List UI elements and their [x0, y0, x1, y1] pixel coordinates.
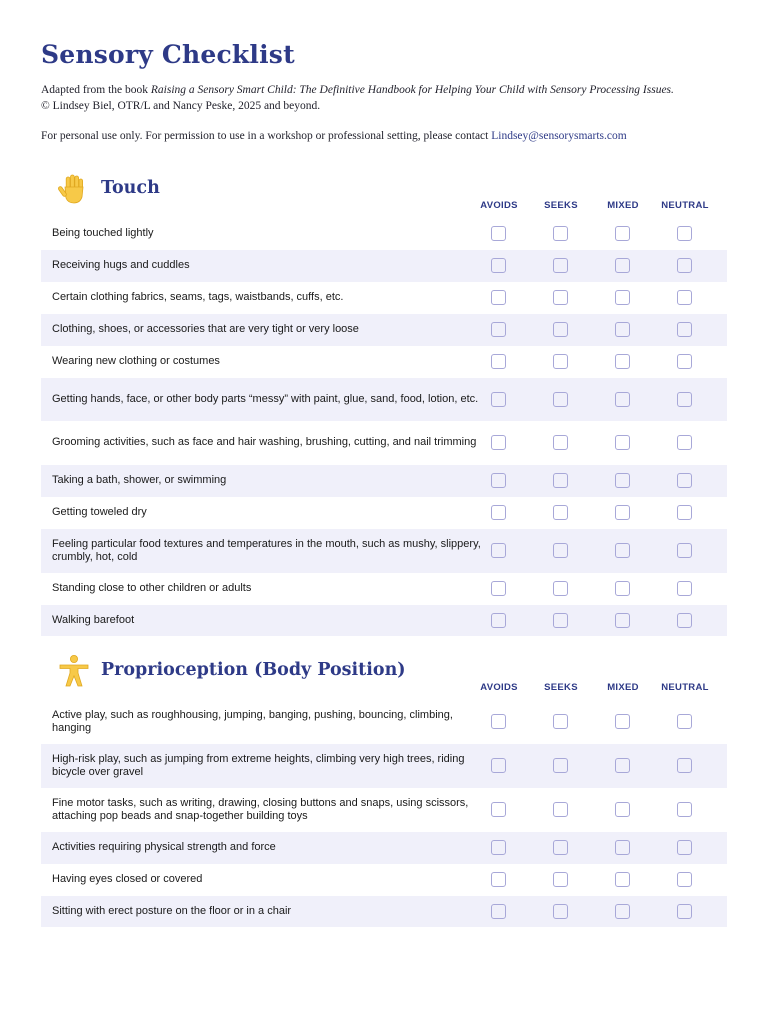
checklist-row: [41, 605, 727, 636]
checkbox-seeks[interactable]: [553, 714, 568, 729]
checkbox-neutral[interactable]: [677, 904, 692, 919]
checkbox-avoids[interactable]: [491, 802, 506, 817]
column-header-avoids: AVOIDS: [480, 682, 518, 693]
checklist-row: [41, 421, 727, 465]
item-label: Activities requiring physical strength and force: [52, 841, 276, 854]
item-label: Getting hands, face, or other body parts “messy” with paint, glue, sand, food, lotion, etc.: [52, 392, 479, 405]
checkbox-seeks[interactable]: [553, 505, 568, 520]
checkbox-avoids[interactable]: [491, 758, 506, 773]
checkbox-neutral[interactable]: [677, 354, 692, 369]
checkbox-neutral[interactable]: [677, 714, 692, 729]
checkbox-neutral[interactable]: [677, 543, 692, 558]
item-label: Fine motor tasks, such as writing, drawing, closing buttons and snaps, using scissors, attaching pop beads and snap-together building toys: [52, 796, 469, 822]
item-label: Walking barefoot: [52, 613, 135, 626]
item-label: Active play, such as roughhousing, jumping, banging, pushing, bouncing, climbing, hanging: [52, 708, 453, 734]
checkbox-neutral[interactable]: [677, 840, 692, 855]
item-label: Sitting with erect posture on the floor or in a chair: [52, 904, 292, 917]
checklist-row: [41, 896, 727, 927]
checkbox-neutral[interactable]: [677, 290, 692, 305]
checkbox-neutral[interactable]: [677, 258, 692, 273]
item-label: Getting toweled dry: [52, 506, 147, 519]
body-figure-icon: [57, 654, 91, 688]
item-label: High-risk play, such as jumping from extreme heights, climbing very high trees, riding bicycle over gravel: [52, 752, 465, 778]
checkbox-seeks[interactable]: [553, 392, 568, 407]
checklist-row: [41, 744, 727, 788]
checkbox-avoids[interactable]: [491, 840, 506, 855]
column-header-neutral: NEUTRAL: [661, 682, 709, 693]
checklist-row: [41, 465, 727, 497]
checkbox-mixed[interactable]: [615, 872, 630, 887]
intro-prefix: Adapted from the book: [41, 84, 151, 96]
checkbox-avoids[interactable]: [491, 392, 506, 407]
book-title: Raising a Sensory Smart Child: The Definitive Handbook for Helping Your Child with Sensory Processing Issues.: [150, 84, 674, 96]
checkbox-seeks[interactable]: [553, 226, 568, 241]
checkbox-seeks[interactable]: [553, 613, 568, 628]
item-label: Standing close to other children or adults: [52, 582, 252, 595]
checkbox-neutral[interactable]: [677, 581, 692, 596]
checkbox-mixed[interactable]: [615, 904, 630, 919]
checklist-row: [41, 700, 727, 744]
column-header-seeks: SEEKS: [544, 682, 578, 693]
section-header: [41, 172, 727, 218]
checkbox-avoids[interactable]: [491, 258, 506, 273]
column-header-mixed: MIXED: [607, 200, 639, 211]
checkbox-mixed[interactable]: [615, 258, 630, 273]
checkbox-seeks[interactable]: [553, 322, 568, 337]
page-title: Sensory Checklist: [41, 40, 295, 69]
checkbox-avoids[interactable]: [491, 473, 506, 488]
item-label: Feeling particular food textures and temperatures in the mouth, such as mushy, slippery, crumbly, hot, cold: [52, 537, 481, 563]
checkbox-mixed[interactable]: [615, 435, 630, 450]
checkbox-neutral[interactable]: [677, 758, 692, 773]
checkbox-avoids[interactable]: [491, 226, 506, 241]
column-header-neutral: NEUTRAL: [661, 200, 709, 211]
item-label: Taking a bath, shower, or swimming: [52, 474, 227, 487]
checkbox-neutral[interactable]: [677, 613, 692, 628]
checklist-row: [41, 529, 727, 573]
checklist-row: [41, 218, 727, 250]
checklist-row: [41, 497, 727, 529]
item-label: Receiving hugs and cuddles: [52, 259, 190, 272]
checkbox-seeks[interactable]: [553, 258, 568, 273]
checklist-row: [41, 864, 727, 896]
column-header-avoids: AVOIDS: [480, 200, 518, 211]
checkbox-avoids[interactable]: [491, 714, 506, 729]
item-label: Clothing, shoes, or accessories that are very tight or very loose: [52, 323, 359, 336]
checkbox-seeks[interactable]: [553, 802, 568, 817]
checklist-row: [41, 314, 727, 346]
checklist-row: [41, 282, 727, 314]
item-label: Certain clothing fabrics, seams, tags, waistbands, cuffs, etc.: [52, 291, 344, 304]
item-label: Being touched lightly: [52, 227, 154, 240]
copyright-line: © Lindsey Biel, OTR/L and Nancy Peske, 2025 and beyond.: [41, 99, 321, 112]
hand-icon: [57, 172, 91, 206]
checkbox-avoids[interactable]: [491, 354, 506, 369]
checkbox-neutral[interactable]: [677, 435, 692, 450]
checkbox-seeks[interactable]: [553, 290, 568, 305]
checkbox-seeks[interactable]: [553, 758, 568, 773]
checkbox-mixed[interactable]: [615, 613, 630, 628]
checkbox-mixed[interactable]: [615, 802, 630, 817]
checkbox-avoids[interactable]: [491, 581, 506, 596]
checkbox-mixed[interactable]: [615, 290, 630, 305]
checklist-row: [41, 346, 727, 378]
section-proprioception: [41, 654, 727, 927]
item-list: [41, 218, 727, 636]
column-header-seeks: SEEKS: [544, 200, 578, 211]
checkbox-neutral[interactable]: [677, 226, 692, 241]
section-title: Proprioception (Body Position): [101, 660, 406, 680]
checkbox-mixed[interactable]: [615, 581, 630, 596]
checkbox-avoids[interactable]: [491, 872, 506, 887]
checkbox-neutral[interactable]: [677, 505, 692, 520]
column-header-mixed: MIXED: [607, 682, 639, 693]
checkbox-neutral[interactable]: [677, 872, 692, 887]
intro-text: [41, 83, 727, 114]
checkbox-neutral[interactable]: [677, 392, 692, 407]
checkbox-mixed[interactable]: [615, 322, 630, 337]
section-header: [41, 654, 727, 700]
checkbox-mixed[interactable]: [615, 392, 630, 407]
usage-note: [41, 130, 627, 142]
checkbox-seeks[interactable]: [553, 904, 568, 919]
checkbox-neutral[interactable]: [677, 802, 692, 817]
checkbox-seeks[interactable]: [553, 581, 568, 596]
checklist-row: [41, 573, 727, 605]
checkbox-seeks[interactable]: [553, 435, 568, 450]
checkbox-mixed[interactable]: [615, 226, 630, 241]
section-touch: [41, 172, 727, 636]
contact-email-link[interactable]: Lindsey@sensorysmarts.com: [491, 130, 627, 142]
checkbox-avoids[interactable]: [491, 904, 506, 919]
checkbox-mixed[interactable]: [615, 505, 630, 520]
section-title: Touch: [101, 178, 160, 198]
checkbox-avoids[interactable]: [491, 435, 506, 450]
checkbox-avoids[interactable]: [491, 505, 506, 520]
checkbox-avoids[interactable]: [491, 290, 506, 305]
item-label: Wearing new clothing or costumes: [52, 355, 220, 368]
checkbox-mixed[interactable]: [615, 543, 630, 558]
checkbox-avoids[interactable]: [491, 613, 506, 628]
checklist-row: [41, 378, 727, 421]
checkbox-mixed[interactable]: [615, 840, 630, 855]
checkbox-mixed[interactable]: [615, 758, 630, 773]
item-label: Grooming activities, such as face and hair washing, brushing, cutting, and nail trimming: [52, 436, 477, 449]
checkbox-avoids[interactable]: [491, 322, 506, 337]
checkbox-avoids[interactable]: [491, 543, 506, 558]
checkbox-neutral[interactable]: [677, 473, 692, 488]
checkbox-mixed[interactable]: [615, 354, 630, 369]
checklist-row: [41, 250, 727, 282]
checkbox-mixed[interactable]: [615, 714, 630, 729]
checkbox-seeks[interactable]: [553, 840, 568, 855]
item-label: Having eyes closed or covered: [52, 873, 203, 886]
checkbox-neutral[interactable]: [677, 322, 692, 337]
usage-text: For personal use only. For permission to use in a workshop or professional setting, please contact: [41, 130, 492, 142]
checkbox-mixed[interactable]: [615, 473, 630, 488]
checkbox-seeks[interactable]: [553, 354, 568, 369]
checkbox-seeks[interactable]: [553, 473, 568, 488]
checkbox-seeks[interactable]: [553, 543, 568, 558]
checklist-row: [41, 832, 727, 864]
item-list: [41, 700, 727, 927]
checklist-row: [41, 788, 727, 832]
checkbox-seeks[interactable]: [553, 872, 568, 887]
